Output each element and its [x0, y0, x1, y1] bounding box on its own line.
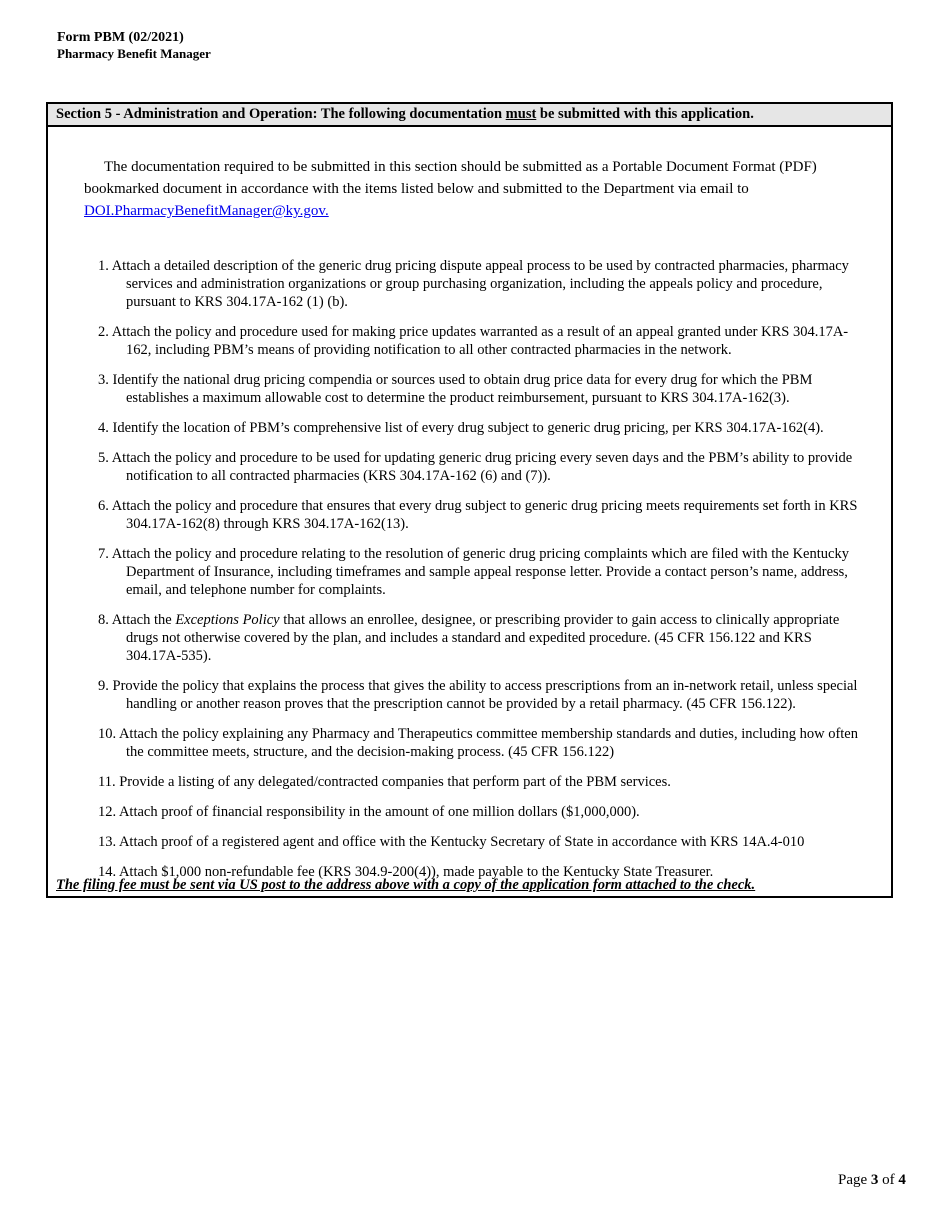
- page-current: 3: [870, 1172, 879, 1188]
- list-item: [98, 773, 868, 791]
- list-item-text: Attach the: [111, 612, 176, 628]
- list-item-text: Attach $1,000 non-refundable fee (KRS 304.9-200(4)), made payable to the Kentucky State Treasurer.: [118, 864, 714, 880]
- list-item: [98, 725, 868, 761]
- list-item-text: Attach proof of financial responsibility in the amount of one million dollars ($1,000,000).: [118, 804, 640, 820]
- list-item-text: Attach a detailed description of the generic drug pricing dispute appeal process to be used by contracted pharmacies, pharmacy services and administration organizations or group purchasing organization, including the appeals policy and procedure, pursuant to KRS 304.17A-162 (1) (b).: [111, 258, 849, 310]
- intro-paragraph: [84, 156, 854, 222]
- list-item-number: 10.: [98, 726, 117, 742]
- section-heading-emphasis: must: [505, 106, 537, 122]
- list-item-text: Attach the policy and procedure used for making price updates warranted as a result of an appeal granted under KRS 304.17A-162, including PBM’s means of providing notification to all other contracted pharmacies in the network.: [111, 324, 849, 358]
- list-item-text: Attach the policy and procedure relating to the resolution of generic drug pricing complaints which are filed with the Kentucky Department of Insurance, including timeframes and sample appeal response letter. Provide a contact person’s name, address, email, and telephone number for complaints.: [111, 546, 849, 598]
- list-item-text: Attach the policy and procedure to be used for updating generic drug pricing every seven days and the PBM’s ability to provide notification to all contracted pharmacies (KRS 304.17A-162 (6) and (7)).: [111, 450, 853, 484]
- list-item-text: Provide a listing of any delegated/contracted companies that perform part of the PBM services.: [119, 774, 671, 790]
- page-total: 4: [898, 1172, 906, 1188]
- list-item: [98, 449, 868, 485]
- intro-text: The documentation required to be submitted in this section should be submitted as a Portable Document Format (PDF) bookmarked document in accordance with the items listed below and submitted to the Department via email to: [84, 159, 817, 197]
- list-item-text: Provide the policy that explains the process that gives the ability to access prescriptions from an in-network retail, unless special handling or another reason proves that the prescription cannot be provided by a retail pharmacy. (45 CFR 156.122).: [112, 678, 858, 712]
- list-item-text: Attach the policy and procedure that ensures that every drug subject to generic drug pricing meets requirements set forth in KRS 304.17A-162(8) through KRS 304.17A-162(13).: [111, 498, 858, 532]
- form-title: Form PBM (02/2021): [57, 30, 184, 45]
- list-item-number: 4.: [98, 420, 109, 436]
- list-item: [98, 371, 868, 407]
- form-header: [57, 30, 211, 61]
- list-item-text: Identify the location of PBM’s comprehensive list of every drug subject to generic drug pricing, per KRS 304.17A-162(4).: [112, 420, 824, 436]
- section-heading: [48, 104, 891, 127]
- section-5-box: [46, 102, 893, 898]
- list-item-text: Attach proof of a registered agent and office with the Kentucky Secretary of State in accordance with KRS 14A.4-010: [118, 834, 805, 850]
- list-item-number: 9.: [98, 678, 109, 694]
- list-item-number: 1.: [98, 258, 109, 274]
- requirements-list: [98, 257, 868, 893]
- list-item: [98, 323, 868, 359]
- list-item-number: 11.: [98, 774, 116, 790]
- filing-fee-note: The filing fee must be sent via US post to the address above with a copy of the application form attached to the check.: [56, 877, 756, 893]
- list-item: [98, 833, 868, 851]
- list-item-text: Attach the policy explaining any Pharmacy and Therapeutics committee membership standards and duties, including how often the committee meets, structure, and the decision-making process. (45 CFR 156.122): [118, 726, 858, 760]
- list-item: [98, 419, 868, 437]
- list-item-number: 7.: [98, 546, 109, 562]
- list-item: [98, 803, 868, 821]
- list-item-italic-text: Exceptions Policy: [175, 612, 280, 628]
- list-item-number: 3.: [98, 372, 109, 388]
- list-item: [98, 257, 868, 311]
- page-of: of: [882, 1172, 895, 1188]
- list-item-text: Identify the national drug pricing compendia or sources used to obtain drug price data for every drug for which the PBM establishes a maximum allowable cost to determine the product reimbursement, pursuant to KRS 304.17A-162(3).: [112, 372, 813, 406]
- page-number: [838, 1171, 906, 1189]
- list-item: [98, 545, 868, 599]
- page-label: Page: [838, 1172, 868, 1188]
- list-item-number: 14.: [98, 864, 117, 880]
- form-subtitle: Pharmacy Benefit Manager: [57, 46, 211, 61]
- list-item-number: 2.: [98, 324, 109, 340]
- list-item-text-continued: that allows an enrollee, designee, or prescribing provider to gain access to clinically appropriate drugs not otherwise covered by the plan, and includes a standard and expedited procedure. (45 CFR 156.122 and KRS 304.17A-535).: [126, 612, 840, 664]
- list-item-number: 6.: [98, 498, 109, 514]
- section-heading-prefix: Section 5 - Administration and Operation: The following documentation: [56, 106, 506, 122]
- list-item: [98, 677, 868, 713]
- list-item: [98, 611, 868, 665]
- email-link[interactable]: DOI.PharmacyBenefitManager@ky.gov.: [84, 203, 329, 219]
- list-item-number: 12.: [98, 804, 117, 820]
- list-item: [98, 497, 868, 533]
- list-item-number: 5.: [98, 450, 109, 466]
- list-item-number: 13.: [98, 834, 117, 850]
- list-item-number: 8.: [98, 612, 109, 628]
- section-heading-suffix: be submitted with this application.: [536, 106, 754, 122]
